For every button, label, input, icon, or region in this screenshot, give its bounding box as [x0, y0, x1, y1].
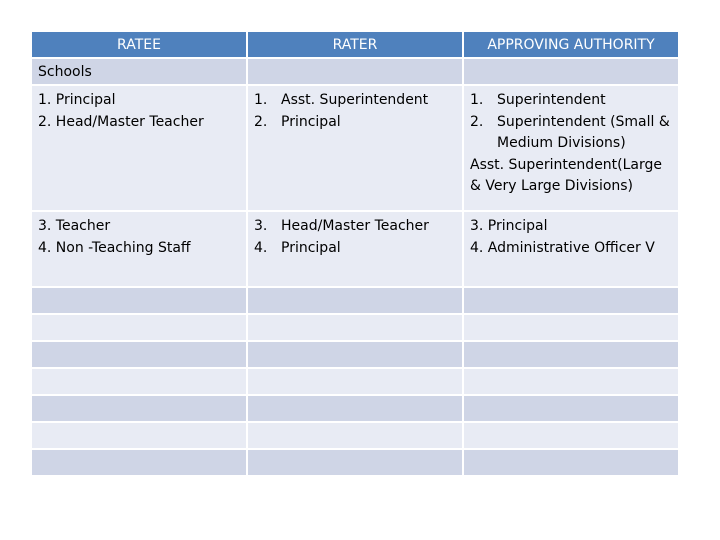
ratee-item: 4. Non -Teaching Staff [38, 239, 191, 256]
empty-cell [463, 422, 679, 449]
item-number: 2. [254, 113, 268, 130]
ratee-cell [31, 211, 247, 287]
empty-cell [463, 368, 679, 395]
item-text: Head/Master Teacher [281, 218, 429, 234]
ratee-item: 3. Teacher [38, 218, 111, 234]
empty-cell [463, 449, 679, 476]
item-text: Asst. Superintendent [281, 92, 429, 108]
item-number: 1. [470, 92, 484, 108]
empty-cell [247, 287, 463, 314]
rater-item [254, 238, 456, 260]
item-number: 2. [470, 113, 484, 130]
item-text: Superintendent [497, 92, 606, 108]
rater-cell [247, 211, 463, 287]
empty-cell [463, 314, 679, 341]
item-text: Principal [281, 239, 341, 256]
item-text: Principal [281, 113, 341, 130]
section-empty-cell [247, 58, 463, 85]
section-label: Schools [38, 63, 92, 80]
rater-item [254, 216, 456, 238]
empty-row [31, 368, 679, 395]
empty-cell [247, 422, 463, 449]
rater-item [254, 90, 456, 112]
empty-cell [31, 395, 247, 422]
empty-row [31, 395, 679, 422]
approving-item: 4. Administrative Officer V [470, 239, 655, 256]
approving-item [470, 90, 672, 112]
empty-row [31, 287, 679, 314]
empty-cell [463, 395, 679, 422]
empty-cell [247, 449, 463, 476]
empty-cell [31, 314, 247, 341]
section-row-schools [31, 58, 679, 85]
empty-cell [31, 368, 247, 395]
item-number: 4. [254, 239, 268, 256]
approving-extra: Asst. Superintendent(Large & Very Large Divisions) [470, 156, 663, 194]
empty-row [31, 341, 679, 368]
empty-cell [31, 287, 247, 314]
ratee-cell [31, 85, 247, 211]
ratee-item: 1. Principal [38, 92, 116, 108]
empty-row [31, 314, 679, 341]
rater-cell [247, 85, 463, 211]
approving-item: 3. Principal [470, 218, 548, 234]
empty-cell [31, 422, 247, 449]
header-row [31, 31, 679, 58]
empty-cell [247, 341, 463, 368]
empty-row [31, 422, 679, 449]
empty-cell [463, 287, 679, 314]
approving-cell [463, 85, 679, 211]
rater-item [254, 112, 456, 134]
approving-item [470, 112, 672, 155]
empty-cell [247, 395, 463, 422]
section-label-cell [31, 58, 247, 85]
empty-cell [31, 341, 247, 368]
item-number: 3. [254, 218, 268, 234]
appraisal-table [30, 30, 680, 477]
item-text: Superintendent (Small & Medium Divisions) [497, 113, 670, 151]
header-rater: RATER [247, 31, 463, 58]
empty-cell [463, 341, 679, 368]
empty-row [31, 449, 679, 476]
table-row [31, 85, 679, 211]
empty-cell [31, 449, 247, 476]
header-ratee: RATEE [31, 31, 247, 58]
item-number: 1. [254, 92, 268, 108]
section-empty-cell [463, 58, 679, 85]
approving-cell [463, 211, 679, 287]
table-row [31, 211, 679, 287]
empty-cell [247, 368, 463, 395]
ratee-item: 2. Head/Master Teacher [38, 113, 204, 130]
header-approving-authority: APPROVING AUTHORITY [463, 31, 679, 58]
empty-cell [247, 314, 463, 341]
